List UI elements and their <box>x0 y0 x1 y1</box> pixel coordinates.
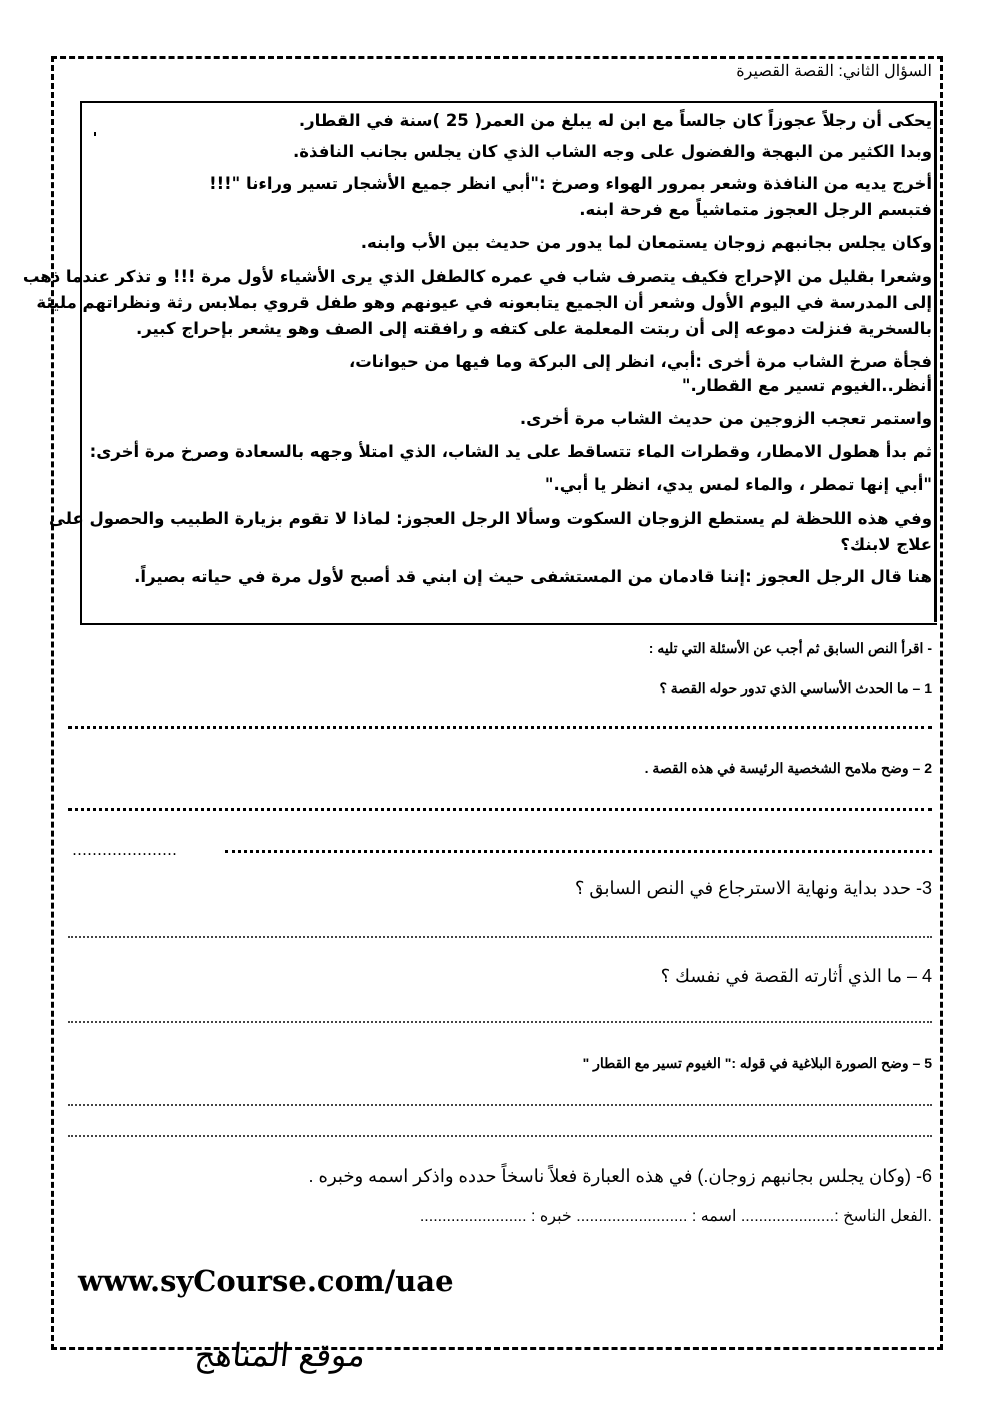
answer-line-3[interactable] <box>68 936 932 938</box>
story-line: إلى المدرسة في اليوم الأول وشعر أن الجميع يتابعونه في عيونهم وهو طفل قروي بملابس رثة ونظراتهم مليئة <box>36 293 932 312</box>
answer-line-1[interactable] <box>68 726 932 729</box>
story-line: علاج لابنك؟ <box>840 535 932 554</box>
question-4: 4 – ما الذي أثارته القصة في نفسك ؟ <box>660 966 932 986</box>
story-line: يحكى أن رجلاً عجوزاً كان جالساً مع ابن له يبلغ من العمر( 25 )سنة في القطار. <box>298 111 932 130</box>
story-box-border <box>934 101 937 622</box>
story-line: هنا قال الرجل العجوز :إننا قادمان من المستشفى حيث إن ابني قد أصبح لأول مرة في حياته بصيراً. <box>134 567 932 586</box>
answer-line-2a[interactable] <box>68 808 932 811</box>
answer-line-5b[interactable] <box>68 1135 932 1137</box>
answer-line-5a[interactable] <box>68 1104 932 1106</box>
question-6-answer-fields[interactable]: .الفعل الناسخ :..................... اسمه : ......................... خبره : ........................ <box>419 1208 932 1225</box>
questions-intro: - اقرأ النص السابق ثم أجب عن الأسئلة التي تليه : <box>648 640 932 656</box>
section-title: السؤال الثاني: القصة القصيرة <box>736 63 932 80</box>
story-line: أخرج يديه من النافذة وشعر بمرور الهواء وصرخ :"أبي انظر جميع الأشجار تسير وراءنا "!!! <box>209 174 932 193</box>
stray-mark <box>94 132 96 136</box>
story-line: فتبسم الرجل العجوز متماشياً مع فرحة ابنه. <box>579 200 932 219</box>
story-line: فجأة صرخ الشاب مرة أخرى :أبي، انظر إلى البركة وما فيها من حيوانات، <box>348 352 932 371</box>
site-logo-text: موقع المناهج <box>193 1336 368 1374</box>
story-line: أنظر..الغيوم تسير مع القطار." <box>681 376 932 395</box>
story-line: ثم بدأ هطول الامطار، وقطرات الماء تتساقط على يد الشاب، الذي امتلأ وجهه بالسعادة وصرخ مرة أخرى: <box>89 442 932 461</box>
answer-line-4[interactable] <box>68 1021 932 1023</box>
answer-line-2-prefix: ………………… <box>72 841 177 859</box>
answer-line-2b[interactable] <box>225 850 932 853</box>
story-line: وشعرا بقليل من الإحراج فكيف يتصرف شاب في عمره كالطفل الذي يرى الأشياء لأول مرة !!! و تذكر عندما ذهب <box>22 267 932 286</box>
question-3: 3- حدد بداية ونهاية الاسترجاع في النص السابق ؟ <box>574 878 932 898</box>
story-line: وكان يجلس بجانبهم زوجان يستمعان لما يدور من حديث بين الأب وابنه. <box>360 233 932 252</box>
footer-url[interactable]: www.syCourse.com/uae <box>78 1264 454 1298</box>
story-line: وبدا الكثير من البهجة والفضول على وجه الشاب الذي كان يجلس بجانب النافذة. <box>293 142 932 161</box>
story-line: وفي هذه اللحظة لم يستطع الزوجان السكوت وسألا الرجل العجوز: لماذا لا تقوم بزيارة الطبيب والحصول على <box>49 509 932 528</box>
story-line: واستمر تعجب الزوجين من حديث الشاب مرة أخرى. <box>519 409 932 428</box>
question-2: 2 – وضح ملامح الشخصية الرئيسة في هذه القصة . <box>644 760 932 776</box>
story-line: بالسخرية فنزلت دموعه إلى أن ربتت المعلمة على كتفه و رافقته إلى الصف وهو يشعر بإحراج كبير. <box>136 319 932 338</box>
question-5: 5 – وضح الصورة البلاغية في قوله :" الغيوم تسير مع القطار " <box>582 1055 932 1071</box>
question-1: 1 – ما الحدث الأساسي الذي تدور حوله القصة ؟ <box>659 680 932 696</box>
question-6: 6- (وكان يجلس بجانبهم زوجان.) في هذه العبارة فعلاً ناسخاً حدده واذكر اسمه وخبره . <box>308 1166 932 1186</box>
story-line: "أبي إنها تمطر ، والماء لمس يدي، انظر يا أبي." <box>544 475 932 494</box>
